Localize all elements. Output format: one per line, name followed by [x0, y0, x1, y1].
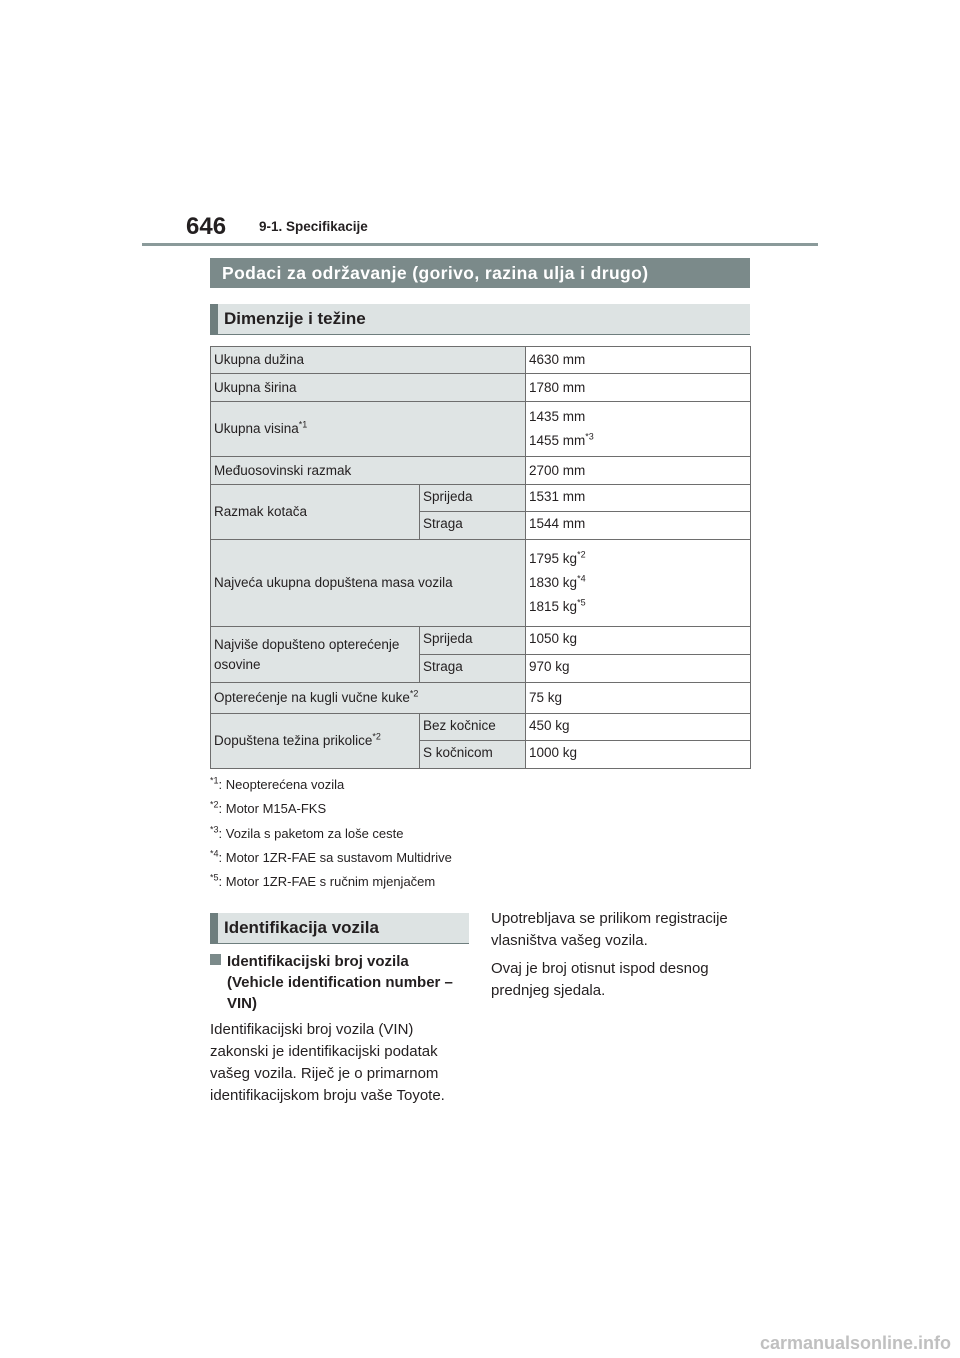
value-text: 1815 kg: [529, 599, 578, 614]
bullet-square-icon: [210, 954, 221, 965]
footnote-mark: *1: [210, 775, 219, 786]
footnote-mark: *4: [210, 848, 219, 859]
vin-subheading: [210, 951, 472, 1014]
header-divider: [142, 243, 818, 246]
row-label: Ukupna dužina: [211, 347, 526, 374]
footnote-mark: *5: [210, 872, 219, 883]
vin-subheading-text: Identifikacijski broj vozila (Vehicle identification number – VIN): [227, 953, 453, 1012]
page-number: 646: [186, 213, 227, 240]
table-row: [211, 374, 751, 402]
footnote-ref: *3: [585, 431, 594, 442]
footnote-text: : Motor M15A-FKS: [218, 801, 327, 817]
paragraph: Identifikacijski broj vozila (VIN) zakonski je identifikacijski podatak vašeg vozila. Riječ je o primarnom identifikacijskom broju vaše Toyote.: [210, 1021, 445, 1104]
row-value: 1050 kg: [526, 627, 751, 655]
value-text: 1455 mm: [529, 433, 586, 448]
section-banner: Podaci za održavanje (gorivo, razina ulja i drugo): [210, 258, 750, 288]
row-value: 1544 mm: [526, 512, 751, 540]
table-row: [211, 402, 751, 457]
footnote: [210, 846, 452, 870]
dimensions-heading: Dimenzije i težine: [210, 304, 750, 335]
footnote-ref: *2: [372, 731, 381, 742]
section-breadcrumb: 9-1. Specifikacije: [259, 219, 368, 234]
label-text: Dopuštena težina prikolice: [214, 733, 373, 748]
row-label: Najviše dopušteno opterećenje osovine: [211, 627, 420, 683]
table-row: [211, 457, 751, 485]
footnote-text: : Motor 1ZR-FAE sa sustavom Multidrive: [218, 849, 452, 865]
table-row: [211, 714, 751, 741]
footnote-ref: *5: [577, 597, 586, 608]
footnote-ref: *2: [577, 549, 586, 560]
footnote-text: : Neopterećena vozila: [218, 777, 345, 792]
table-row: [211, 540, 751, 627]
footnote-ref: *1: [298, 419, 308, 430]
footnote-mark: *3: [210, 824, 219, 835]
row-label: [211, 714, 420, 769]
footnote-mark: *2: [210, 799, 219, 810]
label-text: Opterećenje na kugli vučne kuke: [214, 690, 410, 705]
row-label: Međuosovinski razmak: [211, 457, 526, 485]
dimensions-table: [210, 346, 751, 769]
sub-label: Bez kočnice: [420, 714, 526, 741]
value-line: [529, 433, 747, 449]
row-value: 1780 mm: [526, 374, 751, 402]
footnote-text: : Vozila s paketom za loše ceste: [218, 825, 404, 841]
sub-label: S kočnicom: [420, 741, 526, 769]
row-label: Razmak kotača: [211, 485, 420, 540]
row-value: 75 kg: [526, 683, 751, 714]
row-value: 2700 mm: [526, 457, 751, 485]
table-row: [211, 627, 751, 655]
paragraph: Ovaj je broj otisnut ispod desnog prednjeg sjedala.: [491, 960, 709, 999]
vin-description: [210, 1019, 472, 1113]
value-line: [529, 409, 747, 425]
label-text: Ukupna visina: [214, 421, 299, 436]
value-line: [529, 551, 747, 567]
row-value: 450 kg: [526, 714, 751, 741]
sub-label: Straga: [420, 655, 526, 683]
sub-label: Sprijeda: [420, 485, 526, 512]
table-row: [211, 683, 751, 714]
footnotes: [210, 773, 452, 894]
table-row: [211, 485, 751, 512]
table-row: [211, 347, 751, 374]
footnote-ref: *2: [409, 688, 419, 699]
sub-label: Straga: [420, 512, 526, 540]
row-value: [526, 540, 751, 627]
footnote-text: : Motor 1ZR-FAE s ručnim mjenjačem: [218, 874, 436, 890]
value-line: [529, 575, 747, 591]
value-text: 1795 kg: [529, 551, 578, 566]
footnote: [210, 822, 452, 846]
footnote: [210, 773, 452, 797]
row-value: 970 kg: [526, 655, 751, 683]
footnote-ref: *4: [577, 573, 586, 584]
footnote: [210, 870, 452, 894]
row-label: [211, 683, 526, 714]
watermark: carmanualsonline.info: [759, 1333, 951, 1353]
row-label: Ukupna širina: [211, 374, 526, 402]
row-value: 1531 mm: [526, 485, 751, 512]
value-text: 1435 mm: [529, 409, 586, 424]
paragraph: Upotrebljava se prilikom registracije vlasništva vašeg vozila.: [491, 910, 728, 949]
row-label: Najveća ukupna dopuštena masa vozila: [211, 540, 526, 627]
footnote: [210, 797, 452, 821]
value-line: [529, 599, 747, 615]
identification-heading: Identifikacija vozila: [210, 913, 469, 944]
vin-location-text: [491, 908, 753, 1008]
row-value: [526, 402, 751, 457]
value-text: 1830 kg: [529, 575, 578, 590]
sub-label: Sprijeda: [420, 627, 526, 655]
row-value: 4630 mm: [526, 347, 751, 374]
row-value: 1000 kg: [526, 741, 751, 769]
row-label: [211, 402, 526, 457]
